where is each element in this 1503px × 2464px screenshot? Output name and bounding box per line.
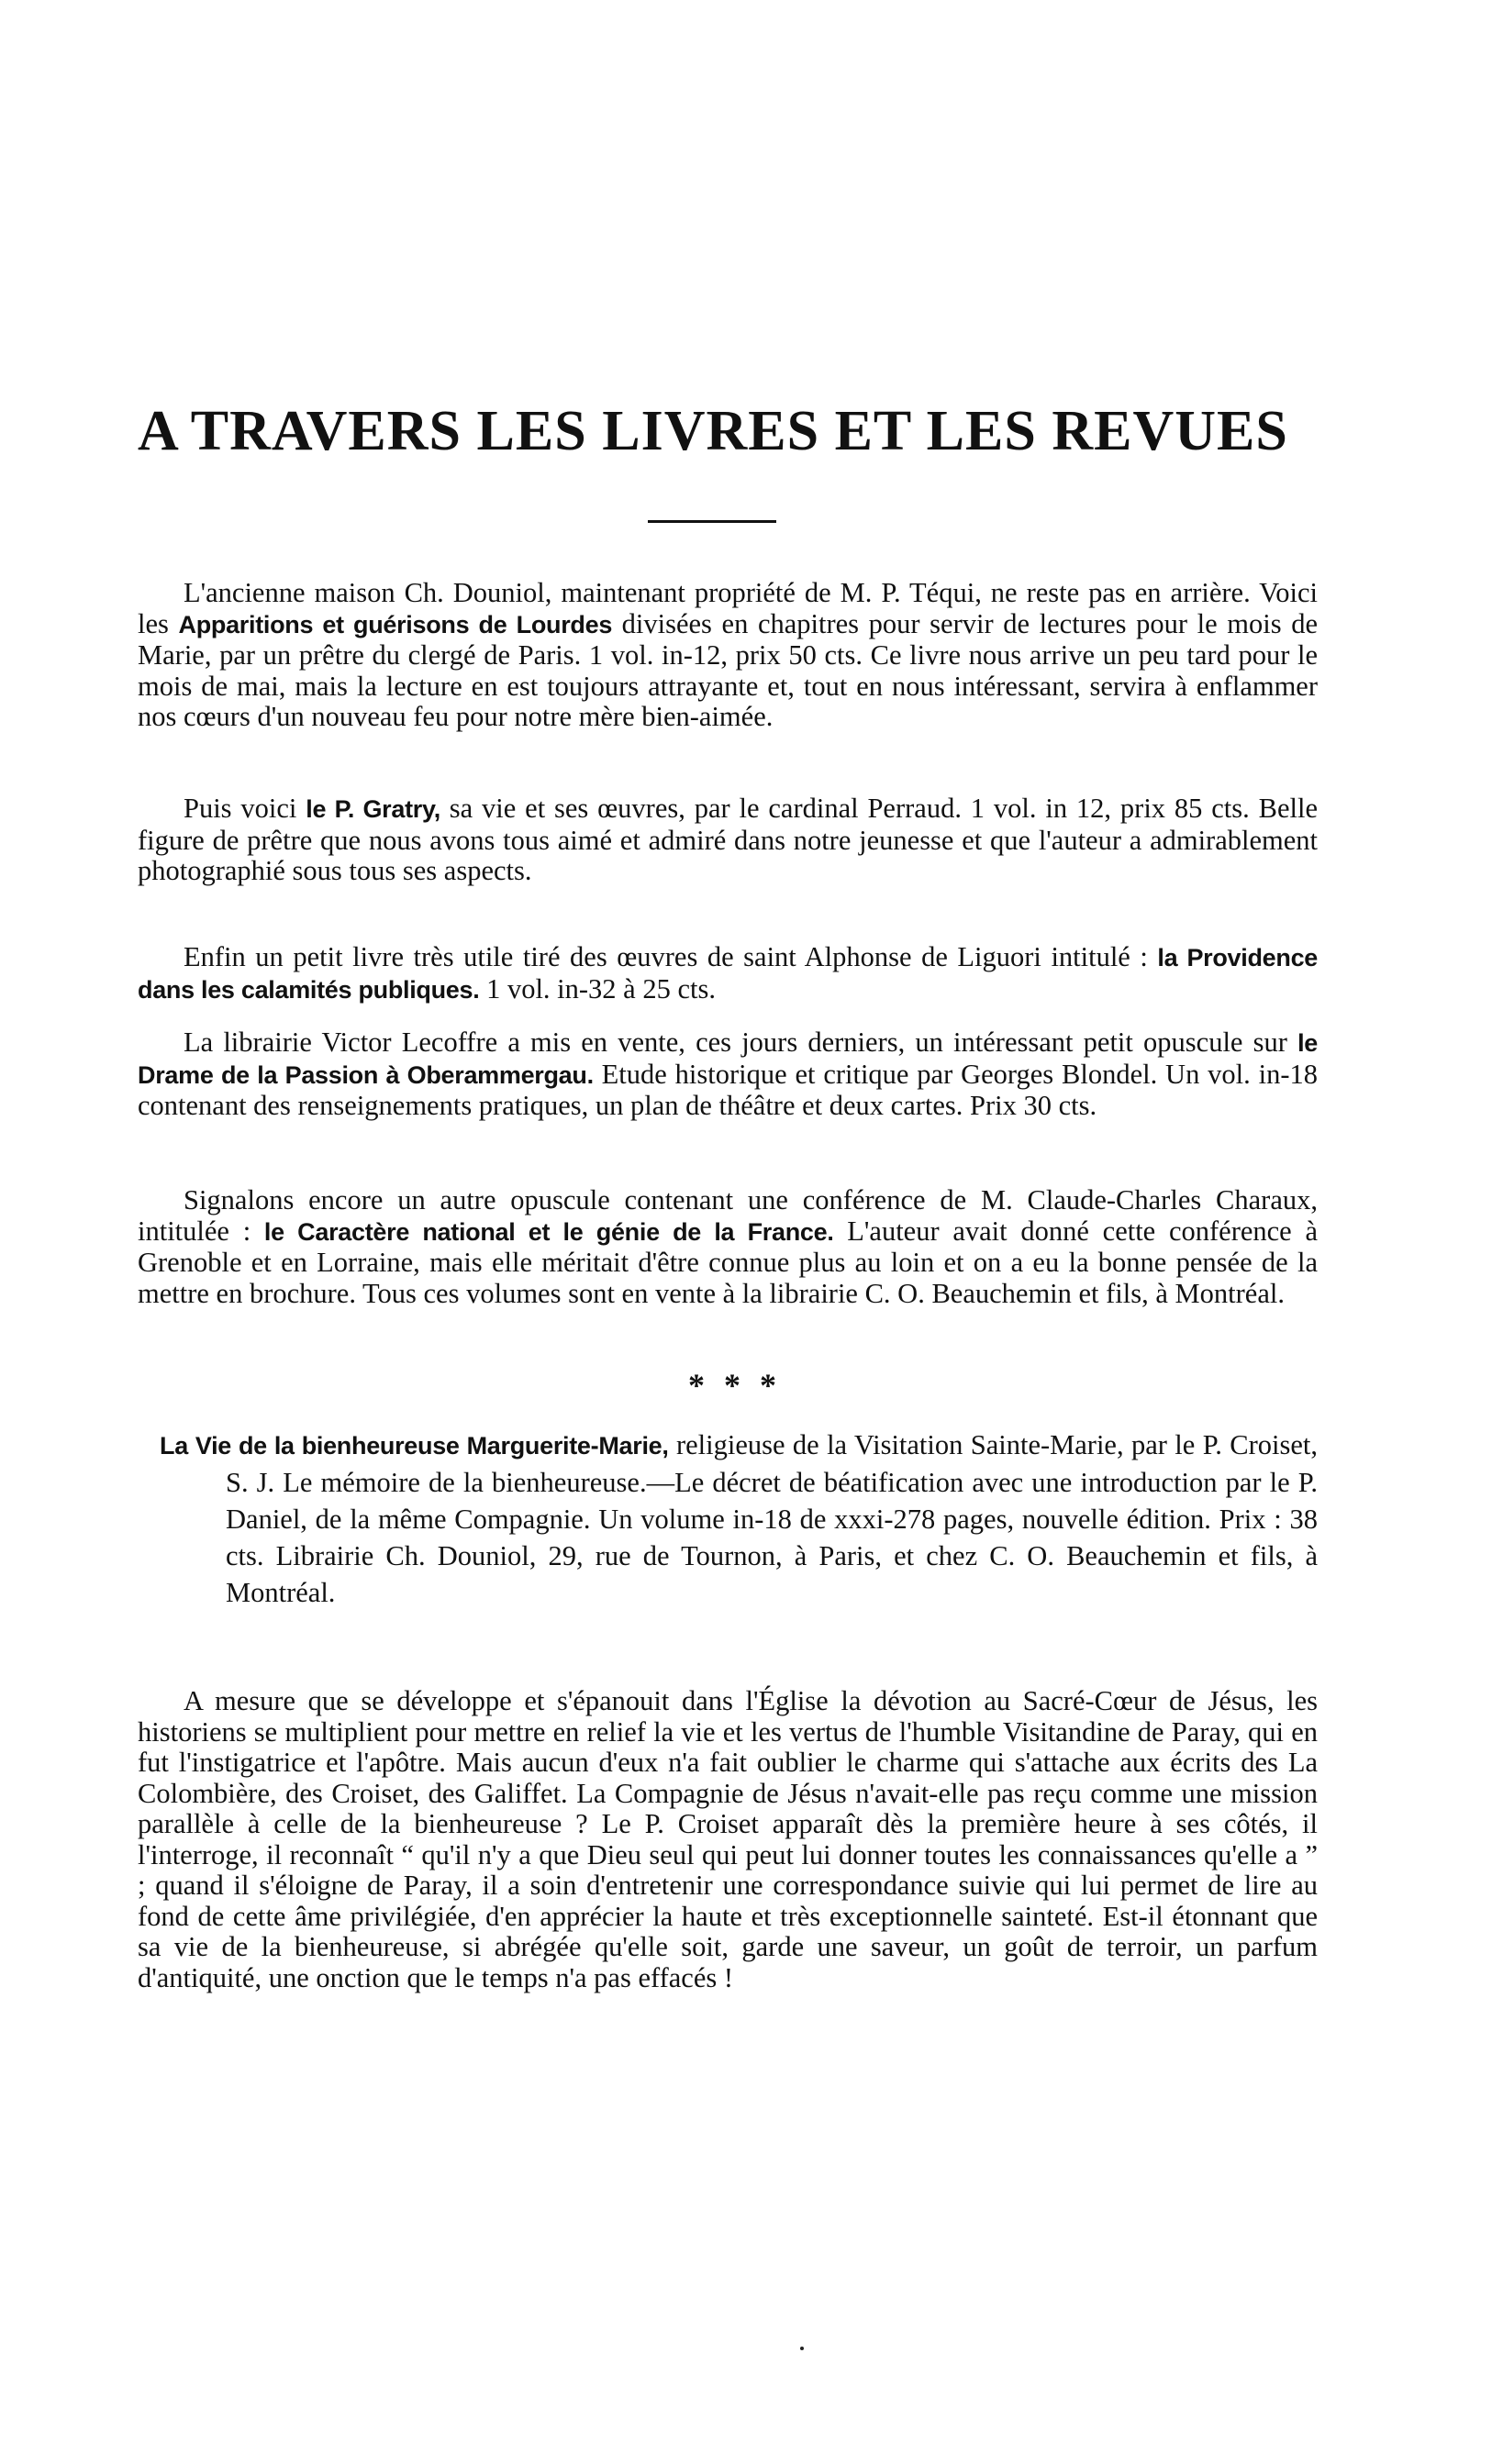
book-title: le P. Gratry,: [306, 795, 440, 823]
paragraph-text: L'ancienne maison Ch. Douniol, maintenant propriété de M. P. Téqui, ne reste pas en arrière. Voici les: [138, 577, 1318, 639]
paragraph-text: Signalons encore un autre opuscule contenant une conférence de M. Claude-Charles Charaux, intitulée :: [138, 1184, 1318, 1247]
review-body: A mesure que se développe et s'épanouit dans l'Église la dévotion au Sacré-Cœur de Jésus, les historiens se multiplient pour mettre en relief la vie et les vertus de l'humble Visitandine de Paray, qui en fut l'instigatrice et l'apôtre. Mais aucun d'eux n'a fait oublier le charme qui s'attache aux écrits des La Colombière, des Croiset, des Galiffet. La Compagnie de Jésus n'avait-elle pas reçu comme une mission parallèle à celle de la bienheureuse ? Le P. Croiset apparaît dès la première heure à ses côtés, il l'interroge, il reconnaît “ qu'il n'y a que Dieu seul qui peut lui donner toutes les connaissances qu'elle a ” ; quand il s'éloigne de Paray, il a soin d'entretenir une correspondance suivie qui lui permet de lire au fond de cette âme privilégiée, d'en apprécier la haute et très exceptionnelle sainteté. Est-il étonnant que sa vie de la bienheureuse, si abrégée qu'elle soit, garde une saveur, un goût de terroir, un parfum d'antiquité, une onction que le temps n'a pas effacés !: [138, 1685, 1318, 1993]
book-title: la Providence dans les calamités publiques.: [138, 944, 1319, 1004]
paragraph-text: Puis voici: [184, 793, 306, 824]
paragraph-gratry: [138, 794, 1318, 887]
ink-speck: [800, 2347, 804, 2350]
paragraph-lourdes: [138, 578, 1318, 733]
page-title: A TRAVERS LES LIVRES ET LES REVUES: [138, 400, 1288, 462]
paragraph-oberammergau: [138, 1027, 1318, 1122]
paragraph-charaux: [138, 1185, 1318, 1309]
paragraph-text: L'auteur avait donné cette conférence à Grenoble et en Lorraine, mais elle méritait d'être connue plus au loin et on a eu la bonne pensée de la mettre en brochure. Tous ces volumes sont en vente à la librairie C. O. Beauchemin et fils, à Montréal.: [138, 1215, 1318, 1309]
paragraph-text: sa vie et ses œuvres, par le cardinal Perraud. 1 vol. in 12, prix 85 cts. Belle figure de prêtre que nous avons tous aimé et admiré dans notre jeunesse et que l'auteur a admirablement photographié sous tous ses aspects.: [138, 793, 1318, 886]
review-citation: [160, 1426, 1319, 1611]
section-separator: * * *: [688, 1367, 782, 1404]
book-title: le Caractère national et le génie de la France.: [263, 1217, 834, 1246]
paragraph-text: 1 vol. in-32 à 25 cts.: [479, 972, 716, 1004]
paragraph-providence: [138, 942, 1318, 1005]
book-title: Apparitions et guérisons de Lourdes: [178, 610, 613, 638]
paragraph-text: La librairie Victor Lecoffre a mis en vente, ces jours derniers, un intéressant petit opuscule sur: [184, 1027, 1298, 1058]
paragraph-text: Etude historique et critique par Georges Blondel. Un vol. in-18 contenant des renseignements pratiques, un plan de théâtre et deux cartes. Prix 30 cts.: [138, 1058, 1318, 1121]
title-rule: [648, 520, 776, 523]
paragraph-text: Enfin un petit livre très utile tiré des œuvres de saint Alphonse de Liguori intitulé :: [184, 941, 1158, 972]
book-title: le Drame de la Passion à Oberammergau.: [138, 1029, 1318, 1089]
book-title: La Vie de la bienheureuse Marguerite-Marie,: [160, 1432, 669, 1460]
citation-text: religieuse de la Visitation Sainte-Marie, par le P. Croiset, S. J. Le mémoire de la bienheureuse.—Le décret de béatification avec une introduction par le P. Daniel, de la même Compagnie. Un volume in-18 de xxxi-278 pages, nouvelle édition. Prix : 38 cts. Librairie Ch. Douniol, 29, rue de Tournon, à Paris, et chez C. O. Beauchemin et fils, à Montréal.: [226, 1429, 1319, 1608]
paragraph-text: divisées en chapitres pour servir de lectures pour le mois de Marie, par un prêtre du clergé de Paris. 1 vol. in-12, prix 50 cts. Ce livre nous arrive un peu tard pour le mois de mai, mais la lecture en est toujours attrayante et, tout en nous intéressant, servira à enflammer nos cœurs d'un nouveau feu pour notre mère bien-aimée.: [138, 607, 1318, 732]
